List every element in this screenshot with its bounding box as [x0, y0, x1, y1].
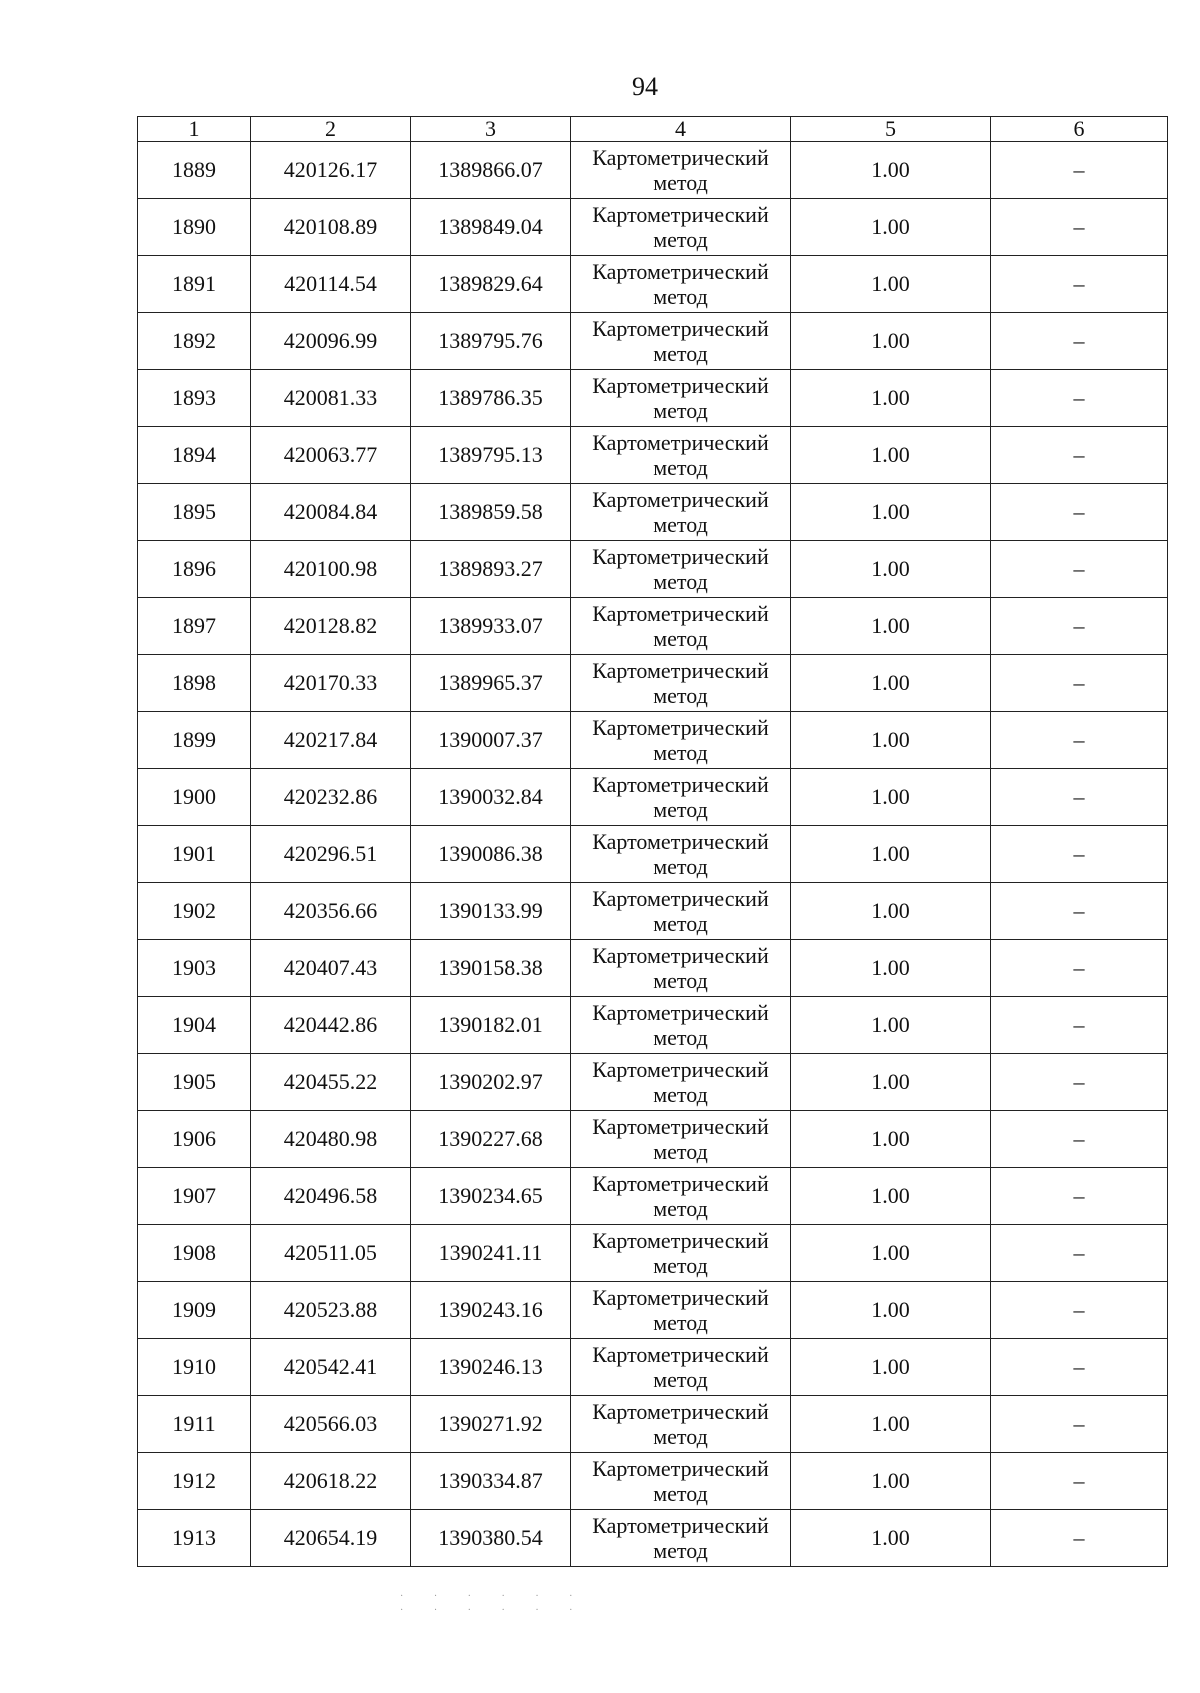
x-coordinate-cell: 420217.84 — [251, 712, 411, 769]
x-coordinate-cell: 420496.58 — [251, 1168, 411, 1225]
note-cell: – — [991, 1510, 1168, 1567]
table-header — [138, 117, 1168, 142]
method-label-line1: Картометрический — [592, 1285, 769, 1310]
method-label-line2: метод — [653, 1139, 708, 1164]
table-row — [138, 769, 1168, 826]
column-header-1: 1 — [138, 117, 251, 142]
x-coordinate-cell: 420455.22 — [251, 1054, 411, 1111]
point-number-cell: 1901 — [138, 826, 251, 883]
y-coordinate-cell: 1390243.16 — [411, 1282, 571, 1339]
method-label-line2: метод — [653, 626, 708, 651]
column-header-2: 2 — [251, 117, 411, 142]
point-number-cell: 1893 — [138, 370, 251, 427]
table-row — [138, 256, 1168, 313]
method-label-line2: метод — [653, 569, 708, 594]
point-number-cell: 1894 — [138, 427, 251, 484]
y-coordinate-cell: 1389795.13 — [411, 427, 571, 484]
method-cell — [571, 484, 791, 541]
note-cell: – — [991, 1225, 1168, 1282]
column-header-4: 4 — [571, 117, 791, 142]
y-coordinate-cell: 1389795.76 — [411, 313, 571, 370]
method-cell — [571, 256, 791, 313]
accuracy-cell: 1.00 — [791, 712, 991, 769]
accuracy-cell: 1.00 — [791, 199, 991, 256]
method-cell — [571, 1168, 791, 1225]
method-label-line2: метод — [653, 1538, 708, 1563]
y-coordinate-cell: 1390202.97 — [411, 1054, 571, 1111]
point-number-cell: 1895 — [138, 484, 251, 541]
table-row — [138, 427, 1168, 484]
point-number-cell: 1892 — [138, 313, 251, 370]
method-label-line2: метод — [653, 1025, 708, 1050]
method-cell — [571, 883, 791, 940]
note-cell: – — [991, 541, 1168, 598]
accuracy-cell: 1.00 — [791, 1453, 991, 1510]
table-row — [138, 1339, 1168, 1396]
accuracy-cell: 1.00 — [791, 1396, 991, 1453]
x-coordinate-cell: 420618.22 — [251, 1453, 411, 1510]
method-cell — [571, 1054, 791, 1111]
method-label-line1: Картометрический — [592, 487, 769, 512]
method-label-line1: Картометрический — [592, 601, 769, 626]
method-cell — [571, 1396, 791, 1453]
accuracy-cell: 1.00 — [791, 1054, 991, 1111]
table-row — [138, 826, 1168, 883]
y-coordinate-cell: 1389866.07 — [411, 142, 571, 199]
note-cell: – — [991, 1396, 1168, 1453]
note-cell: – — [991, 1282, 1168, 1339]
point-number-cell: 1911 — [138, 1396, 251, 1453]
x-coordinate-cell: 420542.41 — [251, 1339, 411, 1396]
note-cell: – — [991, 655, 1168, 712]
table-row — [138, 598, 1168, 655]
method-label-line2: метод — [653, 1082, 708, 1107]
point-number-cell: 1900 — [138, 769, 251, 826]
method-label-line1: Картометрический — [592, 772, 769, 797]
method-label-line2: метод — [653, 341, 708, 366]
accuracy-cell: 1.00 — [791, 1282, 991, 1339]
accuracy-cell: 1.00 — [791, 769, 991, 826]
accuracy-cell: 1.00 — [791, 256, 991, 313]
method-label-line1: Картометрический — [592, 1171, 769, 1196]
method-cell — [571, 313, 791, 370]
y-coordinate-cell: 1390227.68 — [411, 1111, 571, 1168]
note-cell: – — [991, 1111, 1168, 1168]
point-number-cell: 1910 — [138, 1339, 251, 1396]
note-cell: – — [991, 940, 1168, 997]
method-cell — [571, 655, 791, 712]
point-number-cell: 1890 — [138, 199, 251, 256]
table-row — [138, 484, 1168, 541]
y-coordinate-cell: 1389786.35 — [411, 370, 571, 427]
y-coordinate-cell: 1390086.38 — [411, 826, 571, 883]
table-row — [138, 313, 1168, 370]
accuracy-cell: 1.00 — [791, 655, 991, 712]
note-cell: – — [991, 598, 1168, 655]
y-coordinate-cell: 1389829.64 — [411, 256, 571, 313]
y-coordinate-cell: 1390241.11 — [411, 1225, 571, 1282]
accuracy-cell: 1.00 — [791, 826, 991, 883]
method-label-line1: Картометрический — [592, 1513, 769, 1538]
x-coordinate-cell: 420081.33 — [251, 370, 411, 427]
table-row — [138, 1225, 1168, 1282]
method-cell — [571, 1111, 791, 1168]
method-cell — [571, 1225, 791, 1282]
method-label-line1: Картометрический — [592, 259, 769, 284]
method-label-line2: метод — [653, 740, 708, 765]
table-body — [138, 142, 1168, 1567]
y-coordinate-cell: 1390246.13 — [411, 1339, 571, 1396]
table-row — [138, 1510, 1168, 1567]
accuracy-cell: 1.00 — [791, 883, 991, 940]
method-label-line2: метод — [653, 968, 708, 993]
method-cell — [571, 427, 791, 484]
method-label-line1: Картометрический — [592, 1057, 769, 1082]
y-coordinate-cell: 1389933.07 — [411, 598, 571, 655]
method-label-line1: Картометрический — [592, 1000, 769, 1025]
x-coordinate-cell: 420407.43 — [251, 940, 411, 997]
note-cell: – — [991, 427, 1168, 484]
x-coordinate-cell: 420100.98 — [251, 541, 411, 598]
method-label-line2: метод — [653, 398, 708, 423]
table-row — [138, 541, 1168, 598]
accuracy-cell: 1.00 — [791, 1510, 991, 1567]
x-coordinate-cell: 420232.86 — [251, 769, 411, 826]
method-label-line1: Картометрический — [592, 1228, 769, 1253]
table-row — [138, 655, 1168, 712]
table-row — [138, 1168, 1168, 1225]
point-number-cell: 1896 — [138, 541, 251, 598]
y-coordinate-cell: 1389965.37 — [411, 655, 571, 712]
point-number-cell: 1909 — [138, 1282, 251, 1339]
point-number-cell: 1905 — [138, 1054, 251, 1111]
note-cell: – — [991, 1054, 1168, 1111]
method-label-line2: метод — [653, 1481, 708, 1506]
method-label-line1: Картометрический — [592, 373, 769, 398]
method-cell — [571, 1282, 791, 1339]
method-label-line1: Картометрический — [592, 829, 769, 854]
method-label-line2: метод — [653, 1310, 708, 1335]
header-row — [138, 117, 1168, 142]
accuracy-cell: 1.00 — [791, 940, 991, 997]
table-row — [138, 199, 1168, 256]
note-cell: – — [991, 484, 1168, 541]
x-coordinate-cell: 420442.86 — [251, 997, 411, 1054]
accuracy-cell: 1.00 — [791, 598, 991, 655]
table-row — [138, 370, 1168, 427]
method-label-line1: Картометрический — [592, 1456, 769, 1481]
accuracy-cell: 1.00 — [791, 370, 991, 427]
accuracy-cell: 1.00 — [791, 142, 991, 199]
method-label-line2: метод — [653, 1424, 708, 1449]
point-number-cell: 1897 — [138, 598, 251, 655]
y-coordinate-cell: 1389859.58 — [411, 484, 571, 541]
accuracy-cell: 1.00 — [791, 1168, 991, 1225]
table-row — [138, 940, 1168, 997]
y-coordinate-cell: 1390380.54 — [411, 1510, 571, 1567]
y-coordinate-cell: 1390032.84 — [411, 769, 571, 826]
method-label-line1: Картометрический — [592, 202, 769, 227]
method-cell — [571, 769, 791, 826]
method-label-line1: Картометрический — [592, 1399, 769, 1424]
y-coordinate-cell: 1390334.87 — [411, 1453, 571, 1510]
table-row — [138, 883, 1168, 940]
method-cell — [571, 1510, 791, 1567]
x-coordinate-cell: 420523.88 — [251, 1282, 411, 1339]
point-number-cell: 1891 — [138, 256, 251, 313]
x-coordinate-cell: 420356.66 — [251, 883, 411, 940]
table-row — [138, 1396, 1168, 1453]
table-row — [138, 712, 1168, 769]
note-cell: – — [991, 1453, 1168, 1510]
note-cell: – — [991, 313, 1168, 370]
x-coordinate-cell: 420108.89 — [251, 199, 411, 256]
method-label-line2: метод — [653, 1196, 708, 1221]
note-cell: – — [991, 769, 1168, 826]
point-number-cell: 1903 — [138, 940, 251, 997]
point-number-cell: 1913 — [138, 1510, 251, 1567]
accuracy-cell: 1.00 — [791, 997, 991, 1054]
table-row — [138, 1054, 1168, 1111]
point-number-cell: 1899 — [138, 712, 251, 769]
method-cell — [571, 142, 791, 199]
accuracy-cell: 1.00 — [791, 541, 991, 598]
method-cell — [571, 370, 791, 427]
x-coordinate-cell: 420511.05 — [251, 1225, 411, 1282]
y-coordinate-cell: 1390182.01 — [411, 997, 571, 1054]
page-number: 94 — [632, 72, 658, 101]
accuracy-cell: 1.00 — [791, 1339, 991, 1396]
y-coordinate-cell: 1390007.37 — [411, 712, 571, 769]
accuracy-cell: 1.00 — [791, 484, 991, 541]
table-row — [138, 1282, 1168, 1339]
table-row — [138, 1453, 1168, 1510]
y-coordinate-cell: 1390133.99 — [411, 883, 571, 940]
method-label-line2: метод — [653, 1253, 708, 1278]
method-label-line2: метод — [653, 170, 708, 195]
point-number-cell: 1907 — [138, 1168, 251, 1225]
note-cell: – — [991, 1168, 1168, 1225]
method-label-line2: метод — [653, 854, 708, 879]
note-cell: – — [991, 199, 1168, 256]
method-cell — [571, 712, 791, 769]
table-row — [138, 142, 1168, 199]
scan-noise-decoration: · · · · · · · · · · · · — [400, 1591, 587, 1616]
method-label-line1: Картометрический — [592, 145, 769, 170]
note-cell: – — [991, 712, 1168, 769]
column-header-3: 3 — [411, 117, 571, 142]
note-cell: – — [991, 883, 1168, 940]
method-label-line2: метод — [653, 512, 708, 537]
table-row — [138, 997, 1168, 1054]
y-coordinate-cell: 1389893.27 — [411, 541, 571, 598]
x-coordinate-cell: 420654.19 — [251, 1510, 411, 1567]
method-cell — [571, 199, 791, 256]
method-label-line2: метод — [653, 911, 708, 936]
method-label-line1: Картометрический — [592, 1114, 769, 1139]
method-cell — [571, 1339, 791, 1396]
accuracy-cell: 1.00 — [791, 1225, 991, 1282]
y-coordinate-cell: 1390158.38 — [411, 940, 571, 997]
x-coordinate-cell: 420114.54 — [251, 256, 411, 313]
method-label-line1: Картометрический — [592, 658, 769, 683]
point-number-cell: 1902 — [138, 883, 251, 940]
note-cell: – — [991, 1339, 1168, 1396]
method-label-line1: Картометрический — [592, 1342, 769, 1367]
method-label-line1: Картометрический — [592, 886, 769, 911]
x-coordinate-cell: 420096.99 — [251, 313, 411, 370]
y-coordinate-cell: 1390234.65 — [411, 1168, 571, 1225]
y-coordinate-cell: 1390271.92 — [411, 1396, 571, 1453]
note-cell: – — [991, 997, 1168, 1054]
point-number-cell: 1912 — [138, 1453, 251, 1510]
point-number-cell: 1889 — [138, 142, 251, 199]
note-cell: – — [991, 370, 1168, 427]
x-coordinate-cell: 420128.82 — [251, 598, 411, 655]
method-label-line1: Картометрический — [592, 544, 769, 569]
method-cell — [571, 598, 791, 655]
x-coordinate-cell: 420480.98 — [251, 1111, 411, 1168]
point-number-cell: 1906 — [138, 1111, 251, 1168]
y-coordinate-cell: 1389849.04 — [411, 199, 571, 256]
x-coordinate-cell: 420296.51 — [251, 826, 411, 883]
x-coordinate-cell: 420170.33 — [251, 655, 411, 712]
x-coordinate-cell: 420063.77 — [251, 427, 411, 484]
method-label-line2: метод — [653, 284, 708, 309]
method-label-line1: Картометрический — [592, 316, 769, 341]
table-row — [138, 1111, 1168, 1168]
column-header-5: 5 — [791, 117, 991, 142]
method-label-line2: метод — [653, 683, 708, 708]
method-cell — [571, 541, 791, 598]
coordinates-table — [137, 116, 1168, 1567]
x-coordinate-cell: 420566.03 — [251, 1396, 411, 1453]
accuracy-cell: 1.00 — [791, 1111, 991, 1168]
method-label-line1: Картометрический — [592, 715, 769, 740]
method-label-line1: Картометрический — [592, 430, 769, 455]
method-label-line2: метод — [653, 227, 708, 252]
method-cell — [571, 997, 791, 1054]
method-label-line1: Картометрический — [592, 943, 769, 968]
column-header-6: 6 — [991, 117, 1168, 142]
point-number-cell: 1904 — [138, 997, 251, 1054]
method-cell — [571, 826, 791, 883]
x-coordinate-cell: 420126.17 — [251, 142, 411, 199]
point-number-cell: 1908 — [138, 1225, 251, 1282]
x-coordinate-cell: 420084.84 — [251, 484, 411, 541]
method-label-line2: метод — [653, 455, 708, 480]
accuracy-cell: 1.00 — [791, 427, 991, 484]
method-label-line2: метод — [653, 797, 708, 822]
note-cell: – — [991, 256, 1168, 313]
method-cell — [571, 1453, 791, 1510]
accuracy-cell: 1.00 — [791, 313, 991, 370]
note-cell: – — [991, 826, 1168, 883]
point-number-cell: 1898 — [138, 655, 251, 712]
method-cell — [571, 940, 791, 997]
method-label-line2: метод — [653, 1367, 708, 1392]
note-cell: – — [991, 142, 1168, 199]
